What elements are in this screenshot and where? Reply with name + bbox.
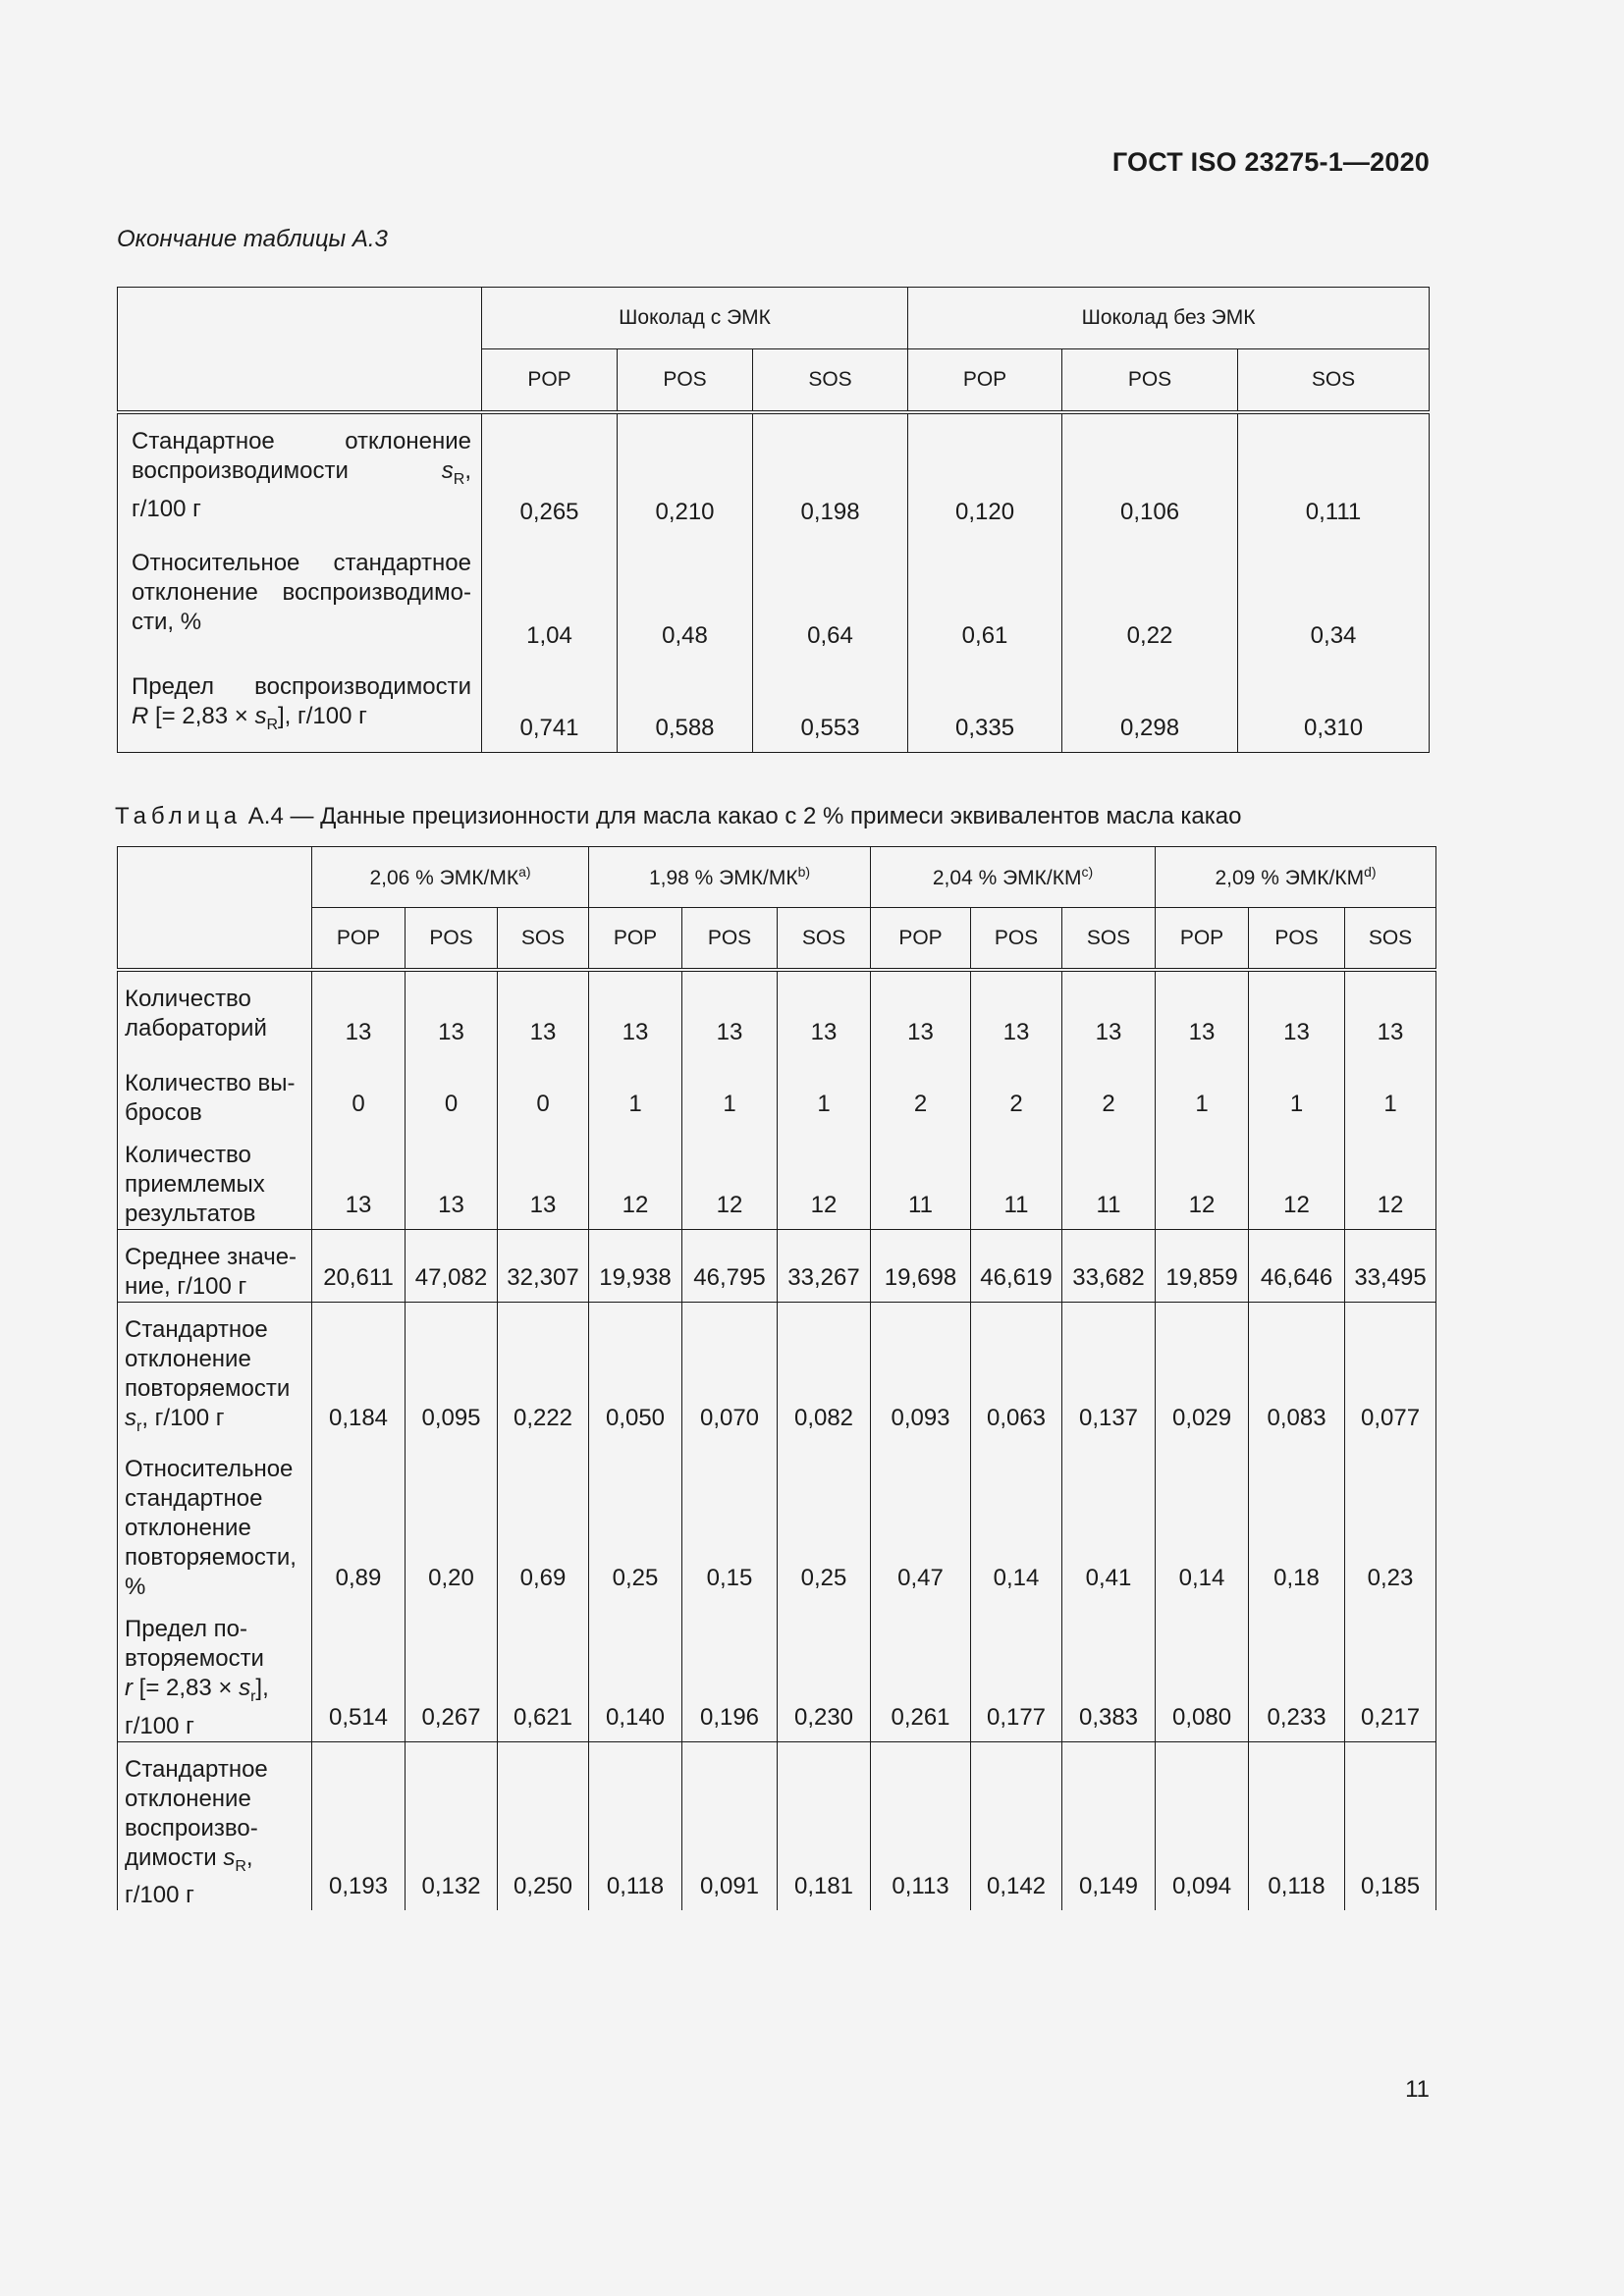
row-label: Стандартное отклонение воспроизводимости $s_R$, г/100 г bbox=[118, 412, 482, 536]
table-cell: 0,063 bbox=[971, 1303, 1062, 1442]
table-cell: 0,070 bbox=[682, 1303, 778, 1442]
table-cell: 0,25 bbox=[589, 1442, 682, 1602]
table-cell: 33,267 bbox=[778, 1230, 871, 1303]
page-number: 11 bbox=[1405, 2076, 1430, 2103]
table-cell: 0,106 bbox=[1062, 412, 1238, 536]
table-a3-caption: Окончание таблицы А.3 bbox=[117, 226, 388, 252]
table-cell: 13 bbox=[312, 970, 406, 1056]
table-cell: 0,621 bbox=[498, 1602, 589, 1741]
table-cell: 13 bbox=[1249, 970, 1345, 1056]
table-cell: 13 bbox=[406, 1128, 498, 1230]
table-cell: 0,094 bbox=[1156, 1741, 1249, 1910]
table-cell: 0,050 bbox=[589, 1303, 682, 1442]
row-label: Предел по- вторяемости r [= $2,83 \times s_r$], г/100 г bbox=[118, 1602, 312, 1741]
table-cell: 0,514 bbox=[312, 1602, 406, 1741]
table-cell: 13 bbox=[971, 970, 1062, 1056]
table-cell: 0,20 bbox=[406, 1442, 498, 1602]
table-cell: 13 bbox=[589, 970, 682, 1056]
table-cell: 0,185 bbox=[1345, 1741, 1436, 1910]
table-cell: 11 bbox=[1062, 1128, 1156, 1230]
table-cell: 0,69 bbox=[498, 1442, 589, 1602]
table-a3-col-header: POP bbox=[482, 349, 618, 413]
table-cell: 0,383 bbox=[1062, 1602, 1156, 1741]
table-cell: 32,307 bbox=[498, 1230, 589, 1303]
table-cell: 0,14 bbox=[1156, 1442, 1249, 1602]
table-cell: 0,89 bbox=[312, 1442, 406, 1602]
table-a4-corner bbox=[118, 847, 312, 971]
table-cell: 0,34 bbox=[1238, 536, 1430, 660]
table-cell: 19,938 bbox=[589, 1230, 682, 1303]
table-cell: 0,184 bbox=[312, 1303, 406, 1442]
table-a4-group-header: 1,98 % ЭМК/МК$^{b)}$ bbox=[589, 847, 871, 908]
table-a4-col-header: SOS bbox=[1062, 908, 1156, 971]
table-cell: 12 bbox=[1156, 1128, 1249, 1230]
table-cell: 47,082 bbox=[406, 1230, 498, 1303]
table-a4-col-header: SOS bbox=[778, 908, 871, 971]
row-label: Среднее значе- ние, г/100 г bbox=[118, 1230, 312, 1303]
table-cell: 0,083 bbox=[1249, 1303, 1345, 1442]
table-a3 bbox=[117, 287, 1430, 753]
table-cell: 1 bbox=[1156, 1056, 1249, 1128]
table-cell: 0,198 bbox=[753, 412, 908, 536]
table-cell: 0,142 bbox=[971, 1741, 1062, 1910]
table-a4-col-header: POS bbox=[682, 908, 778, 971]
table-cell: 0,193 bbox=[312, 1741, 406, 1910]
table-a4-col-header: SOS bbox=[498, 908, 589, 971]
table-cell: 13 bbox=[312, 1128, 406, 1230]
table-cell: 0,111 bbox=[1238, 412, 1430, 536]
table-cell: 0,741 bbox=[482, 660, 618, 752]
table-cell: 13 bbox=[498, 1128, 589, 1230]
table-cell: 13 bbox=[1156, 970, 1249, 1056]
table-cell: 20,611 bbox=[312, 1230, 406, 1303]
table-a4-group-header: 2,04 % ЭМК/$КМ^{с)}$ bbox=[871, 847, 1156, 908]
table-a3-col-header: POP bbox=[908, 349, 1062, 413]
table-cell: 0,298 bbox=[1062, 660, 1238, 752]
table-a4-col-header: POP bbox=[589, 908, 682, 971]
table-cell: 0,267 bbox=[406, 1602, 498, 1741]
table-cell: 0,23 bbox=[1345, 1442, 1436, 1602]
table-cell: 0,335 bbox=[908, 660, 1062, 752]
table-cell: 0,029 bbox=[1156, 1303, 1249, 1442]
row-label: Количество лабораторий bbox=[118, 970, 312, 1056]
table-cell: 0,120 bbox=[908, 412, 1062, 536]
table-cell: 19,859 bbox=[1156, 1230, 1249, 1303]
table-cell: 0,48 bbox=[618, 536, 753, 660]
table-cell: 0 bbox=[406, 1056, 498, 1128]
table-cell: 0,250 bbox=[498, 1741, 589, 1910]
table-cell: 1 bbox=[1249, 1056, 1345, 1128]
table-a4-col-header: SOS bbox=[1345, 908, 1436, 971]
table-cell: 33,682 bbox=[1062, 1230, 1156, 1303]
table-a3-group-header: Шоколад с ЭМК bbox=[482, 288, 908, 349]
table-cell: 0,310 bbox=[1238, 660, 1430, 752]
table-cell: 12 bbox=[589, 1128, 682, 1230]
table-a4-col-header: POP bbox=[871, 908, 971, 971]
table-cell: 0,41 bbox=[1062, 1442, 1156, 1602]
table-cell: 0,588 bbox=[618, 660, 753, 752]
table-cell: 0,093 bbox=[871, 1303, 971, 1442]
table-cell: 12 bbox=[682, 1128, 778, 1230]
table-cell: 0,25 bbox=[778, 1442, 871, 1602]
row-label: Относительное стандартное отклонение воспроизводимо- сти, % bbox=[118, 536, 482, 660]
table-cell: 0,265 bbox=[482, 412, 618, 536]
table-cell: 13 bbox=[871, 970, 971, 1056]
table-cell: 12 bbox=[778, 1128, 871, 1230]
table-a3-group-header: Шоколад без ЭМК bbox=[908, 288, 1430, 349]
table-cell: 0,22 bbox=[1062, 536, 1238, 660]
table-cell: 46,619 bbox=[971, 1230, 1062, 1303]
table-cell: 0,077 bbox=[1345, 1303, 1436, 1442]
table-a3-col-header: SOS bbox=[753, 349, 908, 413]
table-cell: 2 bbox=[871, 1056, 971, 1128]
table-cell: 11 bbox=[871, 1128, 971, 1230]
table-cell: 0,15 bbox=[682, 1442, 778, 1602]
document-code: ГОСТ ISO 23275-1—2020 bbox=[1111, 147, 1430, 177]
table-cell: 0,118 bbox=[589, 1741, 682, 1910]
table-a3-col-header: SOS bbox=[1238, 349, 1430, 413]
table-cell: 0,113 bbox=[871, 1741, 971, 1910]
table-a4-group-header: 2,06 % ЭМК/$МК^{а)}$ bbox=[312, 847, 589, 908]
table-cell: 0,181 bbox=[778, 1741, 871, 1910]
table-a3-col-header: POS bbox=[618, 349, 753, 413]
table-cell: 1 bbox=[1345, 1056, 1436, 1128]
table-cell: 1 bbox=[589, 1056, 682, 1128]
row-label: Относительное стандартное отклонение повторяемости, % bbox=[118, 1442, 312, 1602]
table-cell: 33,495 bbox=[1345, 1230, 1436, 1303]
table-cell: 0,118 bbox=[1249, 1741, 1345, 1910]
table-cell: 1,04 bbox=[482, 536, 618, 660]
row-label: Стандартное отклонение повторяемости $s_r$, г/100 г bbox=[118, 1303, 312, 1442]
row-label: Количество вы- бросов bbox=[118, 1056, 312, 1128]
table-cell: 0,230 bbox=[778, 1602, 871, 1741]
table-a4-group-header: 2,09 % ЭМК/КМ$^{d)}$ bbox=[1156, 847, 1436, 908]
table-cell: 0,080 bbox=[1156, 1602, 1249, 1741]
table-cell: 0,132 bbox=[406, 1741, 498, 1910]
table-a3-corner bbox=[118, 288, 482, 413]
table-cell: 13 bbox=[1062, 970, 1156, 1056]
table-a4 bbox=[117, 846, 1436, 1910]
table-cell: 0,196 bbox=[682, 1602, 778, 1741]
table-cell: 0,47 bbox=[871, 1442, 971, 1602]
table-cell: 0,222 bbox=[498, 1303, 589, 1442]
table-cell: 0,140 bbox=[589, 1602, 682, 1741]
row-label: Стандартное отклонение воспроизво- димости $s_R$, г/100 г bbox=[118, 1741, 312, 1910]
table-cell: 0 bbox=[498, 1056, 589, 1128]
table-cell: 2 bbox=[971, 1056, 1062, 1128]
table-cell: 11 bbox=[971, 1128, 1062, 1230]
table-cell: 0,082 bbox=[778, 1303, 871, 1442]
table-cell: 1 bbox=[682, 1056, 778, 1128]
table-cell: 46,795 bbox=[682, 1230, 778, 1303]
table-cell: 0 bbox=[312, 1056, 406, 1128]
table-cell: 0,18 bbox=[1249, 1442, 1345, 1602]
table-cell: 0,261 bbox=[871, 1602, 971, 1741]
table-cell: 13 bbox=[682, 970, 778, 1056]
table-cell: 13 bbox=[406, 970, 498, 1056]
table-a4-col-header: POS bbox=[1249, 908, 1345, 971]
table-cell: 0,553 bbox=[753, 660, 908, 752]
table-cell: 0,233 bbox=[1249, 1602, 1345, 1741]
table-a4-col-header: POS bbox=[971, 908, 1062, 971]
table-cell: 0,210 bbox=[618, 412, 753, 536]
table-a4-caption: Таблица А.4 — Данные прецизионности для масла какао с 2 % примеси эквивалентов масла какао bbox=[115, 803, 1242, 829]
row-label: Количество приемлемых результатов bbox=[118, 1128, 312, 1230]
table-cell: 19,698 bbox=[871, 1230, 971, 1303]
table-cell: 0,14 bbox=[971, 1442, 1062, 1602]
table-a4-col-header: POS bbox=[406, 908, 498, 971]
table-cell: 2 bbox=[1062, 1056, 1156, 1128]
row-label: Предел воспроизводимости R [= $2,83 \times s_R$], г/100 г bbox=[118, 660, 482, 752]
table-a4-col-header: POP bbox=[312, 908, 406, 971]
table-cell: 0,091 bbox=[682, 1741, 778, 1910]
table-cell: 0,217 bbox=[1345, 1602, 1436, 1741]
table-cell: 0,61 bbox=[908, 536, 1062, 660]
table-cell: 0,149 bbox=[1062, 1741, 1156, 1910]
table-cell: 12 bbox=[1345, 1128, 1436, 1230]
table-cell: 13 bbox=[1345, 970, 1436, 1056]
table-a4-col-header: POP bbox=[1156, 908, 1249, 971]
table-a3-col-header: POS bbox=[1062, 349, 1238, 413]
table-cell: 46,646 bbox=[1249, 1230, 1345, 1303]
table-cell: 13 bbox=[498, 970, 589, 1056]
table-cell: 0,177 bbox=[971, 1602, 1062, 1741]
table-cell: 0,137 bbox=[1062, 1303, 1156, 1442]
table-cell: 0,095 bbox=[406, 1303, 498, 1442]
table-cell: 0,64 bbox=[753, 536, 908, 660]
table-cell: 13 bbox=[778, 970, 871, 1056]
table-cell: 12 bbox=[1249, 1128, 1345, 1230]
table-cell: 1 bbox=[778, 1056, 871, 1128]
